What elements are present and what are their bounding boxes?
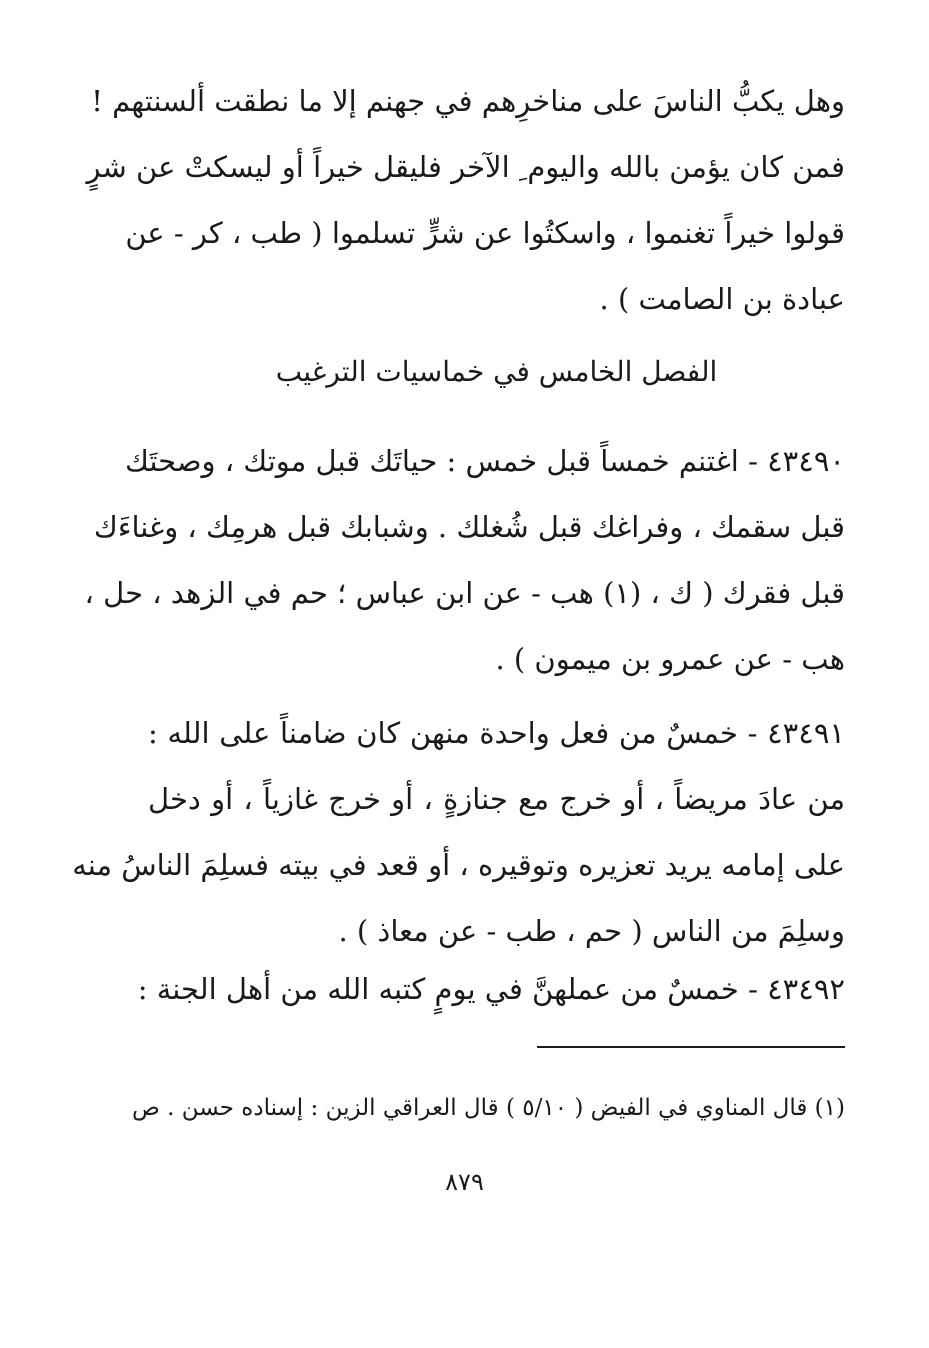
- footnote: (١) قال المناوي في الفيض ( ٥/١٠ ) قال العراقي الزين : إسناده حسن . ص: [132, 1095, 845, 1121]
- hadith-paragraph-4492: [137, 956, 845, 1022]
- footnote-divider: [537, 1046, 845, 1048]
- hadith-paragraph-4491: [72, 700, 845, 964]
- text-line: على إمامه يريد تعزيره وتوقيره ، أو قعد في بيته فسلِمَ الناسُ منه: [72, 848, 845, 882]
- text-line: قبل سقمك ، وفراغك قبل شُغلك . وشبابك قبل هرمِك ، وغناءَك: [93, 510, 845, 544]
- text-line: ٤٣٤٩٠ - اغتنم خمساً قبل خمس : حياتَك قبل موتك ، وصحتَك: [124, 444, 845, 478]
- text-line: فمن كان يؤمن بالله واليوم ِ الآخر فليقل خيراً أو ليسكتْ عن شرٍ: [86, 150, 845, 184]
- text-line: قبل فقرك ( ك ، (١) هب - عن ابن عباس ؛ حم في الزهد ، حل ،: [84, 576, 845, 610]
- intro-paragraph: [86, 68, 845, 332]
- text-line: قولوا خيراً تغنموا ، واسكتُوا عن شرٍّ تسلموا ( طب ، كر - عن: [125, 216, 845, 250]
- text-line: وهل يكبُّ الناسَ على مناخرِهم في جهنم إلا ما نطقت ألسنتهم !: [91, 84, 845, 118]
- text-line: ٤٣٤٩١ - خمسٌ من فعل واحدة منهن كان ضامناً على الله :: [148, 716, 845, 750]
- text-line: عبادة بن الصامت ) .: [599, 282, 845, 316]
- text-line: من عادَ مريضاً ، أو خرج مع جنازةٍ ، أو خرج غازياً ، أو دخل: [148, 782, 845, 816]
- text-line: هب - عن عمرو بن ميمون ) .: [495, 642, 845, 676]
- hadith-paragraph-4490: [84, 428, 845, 692]
- page-number: ٨٧٩: [445, 1168, 484, 1196]
- text-line: وسلِمَ من الناس ( حم ، طب - عن معاذ ) .: [338, 914, 845, 948]
- text-line: ٤٣٤٩٢ - خمسٌ من عملهنَّ في يومٍ كتبه الله من أهل الجنة :: [137, 972, 845, 1006]
- section-heading: الفصل الخامس في خماسيات الترغيب: [275, 355, 718, 388]
